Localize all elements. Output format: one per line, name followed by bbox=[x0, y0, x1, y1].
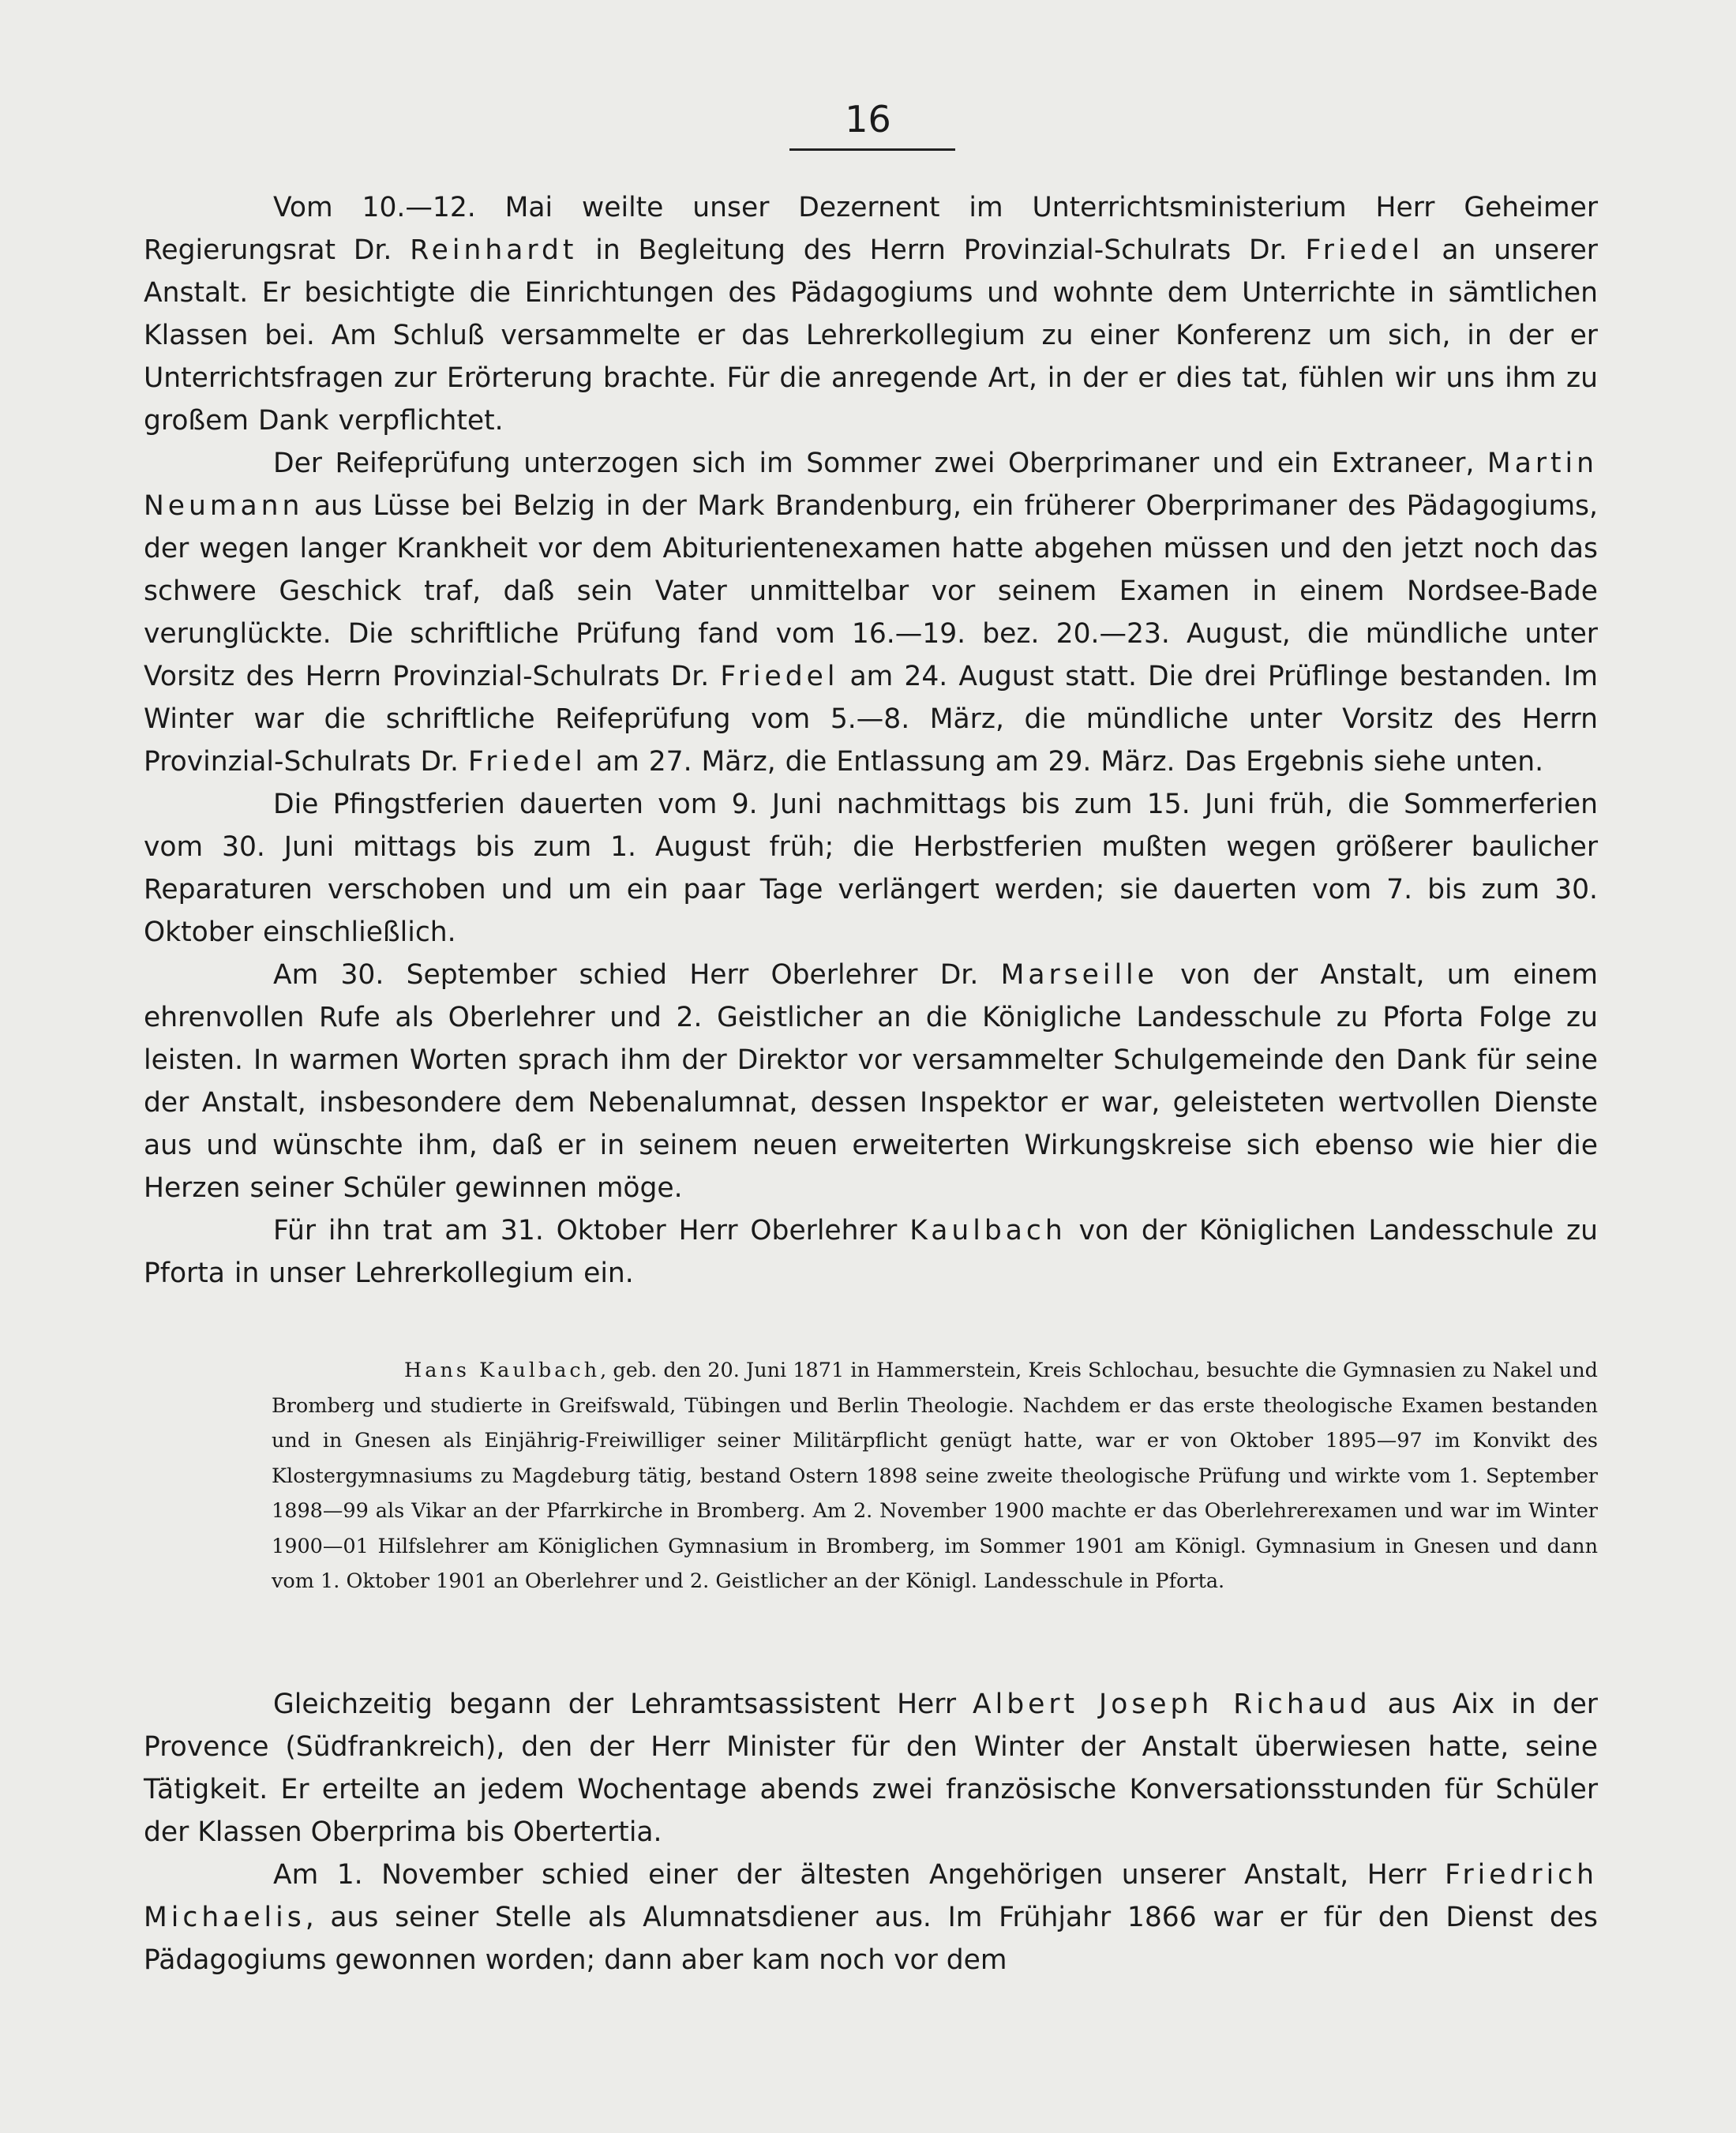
text: an unserer Anstalt. Er besichtigte die Einrichtungen des Pädagogiums und wohnte dem Unterrichte in sämtlichen Klassen bei. Am Schluß versammelte er das Lehrerkollegium zu einer Konferenz um sich, in der er Unterrichtsfragen zur Erörterung brachte. Für die anregende Art, in der er dies tat, fühlen wir uns ihm zu großem Dank verpflichtet. bbox=[144, 234, 1598, 437]
text: , aus seiner Stelle als Alumnatsdiener aus. Im Frühjahr 1866 war er für den Dienst des Pädagogiums gewonnen worden; dann aber kam noch vor dem bbox=[144, 1902, 1598, 1976]
lower-text bbox=[144, 1683, 1598, 1981]
person-name: Friedel bbox=[467, 746, 587, 778]
text: in Begleitung des Herrn Provinzial-Schulrats Dr. bbox=[577, 234, 1306, 266]
text: Für ihn trat am 31. Oktober Herr Oberlehrer bbox=[273, 1215, 910, 1246]
paragraph-marseille bbox=[144, 954, 1598, 1209]
text: von der Königlichen Landesschule zu Pforta in unser Lehrerkollegium ein. bbox=[144, 1215, 1598, 1289]
paragraph-richaud bbox=[144, 1683, 1598, 1854]
person-name: Kaulbach bbox=[909, 1215, 1067, 1246]
footnote-text bbox=[272, 1353, 1598, 1599]
paragraph-reifepruefung bbox=[144, 442, 1598, 783]
text: am 27. März, die Entlassung am 29. März. Das Ergebnis siehe unten. bbox=[587, 746, 1544, 778]
main-text bbox=[144, 186, 1598, 1295]
paragraph-kaulbach bbox=[144, 1209, 1598, 1295]
text: , geb. den 20. Juni 1871 in Hammerstein, Kreis Schlochau, besuchte die Gymnasien zu Nakel und Bromberg und studierte in Greifswald, Tübingen und Berlin Theologie. Nachdem er das erste theologische Examen bestanden und in Gnesen als Einjährig-Freiwilliger seiner Militärpflicht genügt hatte, war er von Oktober 1895—97 im Konvikt des Klostergymnasiums zu Magdeburg tätig, bestand Ostern 1898 seine zweite theologische Prüfung und wirkte vom 1. September 1898—99 als Vikar an der Pfarrkirche in Bromberg. Am 2. November 1900 machte er das Oberlehrerexamen und war im Winter 1900—01 Hilfslehrer am Königlichen Gymnasium in Bromberg, im Sommer 1901 am Königl. Gymnasium in Gnesen und dann vom 1. Oktober 1901 an Oberlehrer und 2. Geistlicher an der Königl. Landesschule in Pforta. bbox=[272, 1359, 1598, 1593]
person-name: Friedel bbox=[720, 661, 839, 692]
person-name: Martin Neumann bbox=[144, 448, 1598, 522]
page-number-rule bbox=[789, 148, 955, 151]
paragraph-visit bbox=[144, 186, 1598, 442]
text: Der Reifeprüfung unterzogen sich im Sommer zwei Oberprimaner und ein Extraneer, bbox=[273, 448, 1487, 479]
person-name: Marseille bbox=[1000, 959, 1158, 991]
person-name: Friedrich Michaelis bbox=[144, 1859, 1598, 1933]
text: Vom 10.—12. Mai weilte unser Dezernent im Unterrichtsministerium Herr Geheimer Regierungsrat Dr. bbox=[144, 192, 1598, 266]
text: Am 30. September schied Herr Oberlehrer Dr. bbox=[273, 959, 1001, 991]
text: Am 1. November schied einer der ältesten Angehörigen unserer Anstalt, Herr bbox=[273, 1859, 1445, 1891]
person-name: Albert Joseph Richaud bbox=[973, 1689, 1371, 1720]
page-number: 16 bbox=[845, 98, 891, 141]
text: aus Aix in der Provence (Südfrankreich), den der Herr Minister für den Winter der Anstalt überwiesen hatte, seine Tätigkeit. Er erteilte an jedem Wochentage abends zwei französische Konversationsstunden für Schüler der Klassen Oberprima bis Obertertia. bbox=[144, 1689, 1598, 1848]
person-name: Reinhardt bbox=[410, 234, 578, 266]
person-name: Friedel bbox=[1305, 234, 1424, 266]
paragraph-michaelis bbox=[144, 1854, 1598, 1981]
text: von der Anstalt, um einem ehrenvollen Rufe als Oberlehrer und 2. Geistlicher an die Königliche Landesschule zu Pforta Folge zu leisten. In warmen Worten sprach ihm der Direktor vor versammelter Schulgemeinde den Dank für seine der Anstalt, insbesondere dem Nebenalumnat, dessen Inspektor er war, geleisteten wertvollen Dienste aus und wünschte ihm, daß er in seinem neuen erweiterten Wirkungskreise sich ebenso wie hier die Herzen seiner Schüler gewinnen möge. bbox=[144, 959, 1599, 1204]
paragraph-ferien: Die Pfingstferien dauerten vom 9. Juni nachmittags bis zum 15. Juni früh, die Sommerferien vom 30. Juni mittags bis zum 1. August früh; die Herbstferien mußten wegen größerer baulicher Reparaturen verschoben und um ein paar Tage verlängert werden; sie dauerten vom 7. bis zum 30. Oktober einschließlich. bbox=[144, 789, 1598, 948]
footnote-kaulbach bbox=[272, 1353, 1598, 1599]
person-name: Hans Kaulbach bbox=[404, 1359, 601, 1382]
text: aus Lüsse bei Belzig in der Mark Brandenburg, ein früherer Oberprimaner des Pädagogiums, der wegen langer Krankheit vor dem Abiturientenexamen hatte abgehen müssen und den jetzt noch das schwere Geschick traf, daß sein Vater unmittelbar vor seinem Examen in einem Nordsee-Bade verunglückte. Die schriftliche Prüfung fand vom 16.—19. bez. 20.—23. August, die mündliche unter Vorsitz des Herrn Provinzial-Schulrats Dr. bbox=[144, 490, 1598, 692]
text: am 24. August statt. Die drei Prüflinge bestanden. Im Winter war die schriftliche Reifeprüfung vom 5.—8. März, die mündliche unter Vorsitz des Herrn Provinzial-Schulrats Dr. bbox=[144, 661, 1598, 778]
text: Gleichzeitig begann der Lehramtsassistent Herr bbox=[273, 1689, 973, 1720]
